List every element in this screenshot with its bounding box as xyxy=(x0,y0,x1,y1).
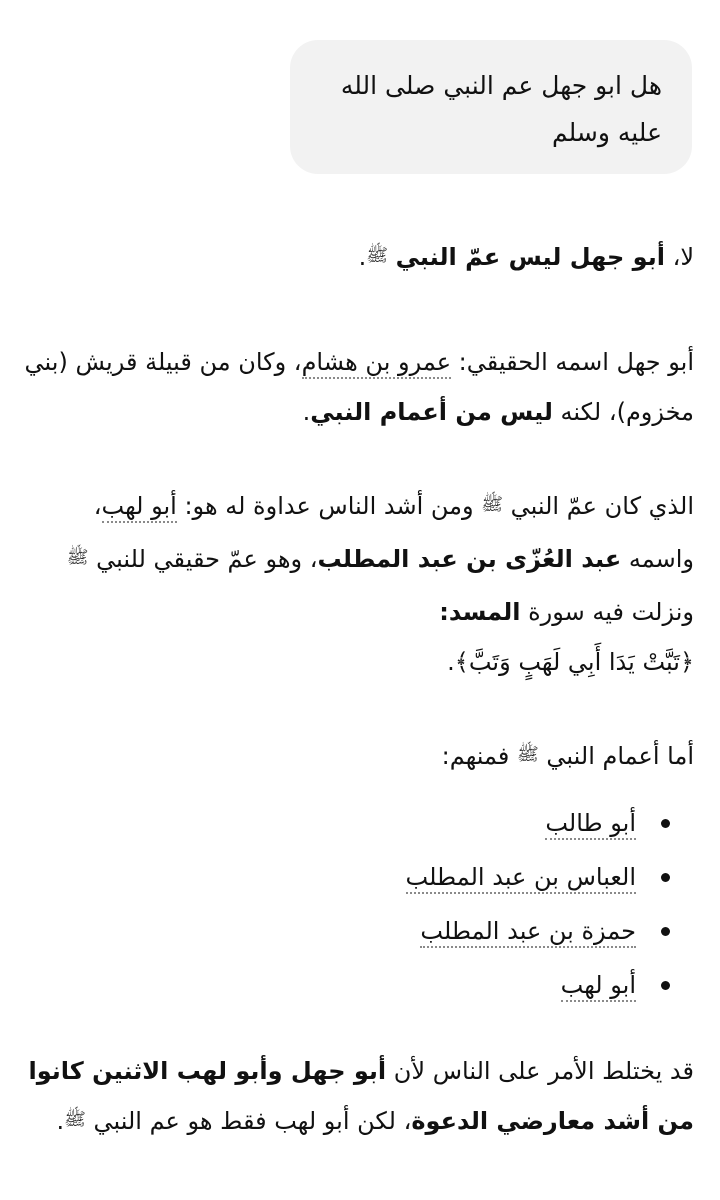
text: . xyxy=(56,1107,65,1135)
text: أما أعمام النبي xyxy=(538,742,694,770)
text: ونزلت فيه سورة xyxy=(520,598,694,626)
salawat-icon: ﷺ xyxy=(481,494,503,515)
bold-text: عبد العُزّى بن عبد المطلب xyxy=(317,545,622,573)
bullet-icon xyxy=(661,819,670,828)
text: . xyxy=(302,398,311,426)
user-message-bubble xyxy=(290,40,692,174)
verse-text: تَبَّتْ يَدَا أَبِي لَهَبٍ وَتَبَّ xyxy=(468,648,680,676)
text: ، وهو عمّ حقيقي للنبي xyxy=(88,545,318,573)
answer-paragraph-5 xyxy=(22,1046,694,1149)
entity-link-abu-lahab[interactable]: أبو لهب xyxy=(102,492,177,523)
text: ، لكن أبو لهب فقط هو عم النبي xyxy=(85,1107,412,1135)
verse-bracket-icon: ﴾ xyxy=(454,648,469,676)
salawat-icon: ﷺ xyxy=(366,245,388,266)
answer-paragraph-4 xyxy=(22,731,694,784)
bold-text: ليس من أعمام النبي xyxy=(310,398,553,426)
salawat-icon: ﷺ xyxy=(517,744,539,765)
text: . xyxy=(358,243,367,271)
answer-paragraph-1 xyxy=(22,232,694,285)
bold-text: أبو جهل ليس عمّ النبي xyxy=(395,243,665,271)
text: ، واسمه xyxy=(93,492,694,573)
text: . xyxy=(447,648,455,676)
list-item xyxy=(22,904,636,958)
user-message-line: عليه وسلم xyxy=(551,118,662,147)
uncles-list xyxy=(22,796,694,1012)
entity-link-hamza[interactable]: حمزة بن عبد المطلب xyxy=(420,917,636,948)
salawat-icon: ﷺ xyxy=(64,1109,86,1130)
entity-link-abbas[interactable]: العباس بن عبد المطلب xyxy=(406,863,636,894)
answer-paragraph-3 xyxy=(22,481,694,687)
bullet-icon xyxy=(661,981,670,990)
list-item xyxy=(22,796,636,850)
entity-link-abu-talib[interactable]: أبو طالب xyxy=(545,809,636,840)
salawat-icon: ﷺ xyxy=(66,547,89,568)
entity-link-amr-ibn-hisham[interactable]: عمرو بن هشام xyxy=(302,348,451,379)
text: فمنهم: xyxy=(441,742,518,770)
text: قد يختلط الأمر على الناس لأن xyxy=(386,1057,694,1085)
text: لا، xyxy=(664,243,694,271)
user-message-line: هل ابو جهل عم النبي صلى الله xyxy=(340,71,662,100)
text: ومن أشد الناس عداوة له هو: xyxy=(176,492,482,520)
text: الذي كان عمّ النبي xyxy=(502,492,694,520)
list-item xyxy=(22,958,636,1012)
entity-link-abu-lahab-list[interactable]: أبو لهب xyxy=(561,971,636,1002)
bold-text: أبو جهل وأبو لهب الاثنين كانوا من أشد معارضي الدعوة xyxy=(28,1057,694,1135)
list-item xyxy=(22,850,636,904)
verse-bracket-icon: ﴿ xyxy=(679,648,694,676)
text: ، وكان من قبيلة قريش (بني مخزوم)، لكنه xyxy=(24,348,694,426)
bold-text: المسد: xyxy=(439,598,521,626)
bullet-icon xyxy=(661,873,670,882)
quran-verse xyxy=(22,637,694,687)
answer-paragraph-2 xyxy=(22,337,694,437)
text: أبو جهل اسمه الحقيقي: xyxy=(451,348,694,376)
bullet-icon xyxy=(661,927,670,936)
assistant-answer xyxy=(22,232,694,1193)
